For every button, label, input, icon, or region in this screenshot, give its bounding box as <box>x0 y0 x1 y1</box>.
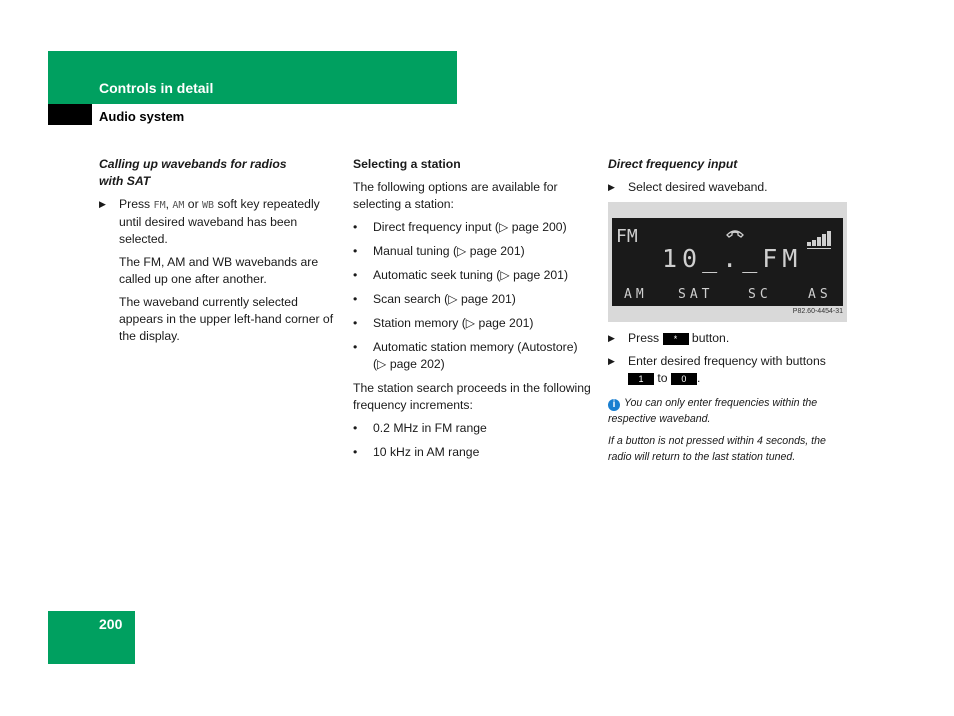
step-text: or <box>184 197 203 211</box>
star-button-icon: * <box>663 333 689 345</box>
list-item: • Manual tuning (▷ page 201) <box>353 244 525 258</box>
list-item: • 10 kHz in AM range <box>353 445 480 459</box>
softkey-as[interactable]: AS <box>808 287 832 302</box>
button-0-icon: 0 <box>671 373 697 385</box>
display-band: FM <box>616 226 638 247</box>
list-item: • Automatic station memory (Autostore) (▷ page 202) <box>353 340 578 371</box>
wb-softkey-label: WB <box>202 200 215 211</box>
softkey-am[interactable]: AM <box>624 287 648 302</box>
radio-display-screen <box>612 218 843 306</box>
direct-frequency-heading: Direct frequency input <box>608 157 738 171</box>
step-text: . <box>696 371 701 385</box>
body-paragraph: The station search proceeds in the following frequency increments: <box>353 381 591 412</box>
wavebands-heading <box>99 156 335 190</box>
instruction-step <box>608 179 848 196</box>
list-item-text: Station memory (▷ page 201) <box>373 316 534 330</box>
info-icon: i <box>608 399 620 411</box>
info-note: If a button is not pressed within 4 seconds, the radio will return to the last station tuned. <box>608 435 826 463</box>
step-arrow-icon: ▶ <box>608 182 615 192</box>
step-text: to <box>654 371 671 385</box>
note-text: You can only enter frequencies within the respective waveband. <box>608 397 818 425</box>
list-item-text: Direct frequency input (▷ page 200) <box>373 220 567 234</box>
display-frequency: 10_._FM <box>662 244 803 273</box>
step-arrow-icon: ▶ <box>608 333 615 343</box>
am-softkey-label: AM <box>172 200 185 211</box>
step-text: button. <box>688 331 730 345</box>
instruction-step <box>99 196 335 248</box>
radio-display-figure <box>608 202 847 322</box>
list-item: • Scan search (▷ page 201) <box>353 292 516 306</box>
body-paragraph: The waveband currently selected appears in the upper left-hand corner of the display. <box>119 295 334 343</box>
section-title: Controls in detail <box>99 80 214 96</box>
heading-line-1: Calling up wavebands for radios <box>99 157 287 171</box>
body-paragraph: The following options are available for selecting a station: <box>353 180 558 211</box>
section-subtitle: Audio system <box>99 109 185 124</box>
column-wavebands <box>99 156 335 351</box>
heading-line-2: with SAT <box>99 174 151 188</box>
section-marker <box>48 104 92 125</box>
step-arrow-icon: ▶ <box>608 356 615 366</box>
list-item-text: 0.2 MHz in FM range <box>373 421 487 435</box>
list-item: • Automatic seek tuning (▷ page 201) <box>353 268 569 282</box>
instruction-step <box>608 353 848 387</box>
instruction-step <box>608 330 848 347</box>
list-item-text: Manual tuning (▷ page 201) <box>373 244 525 258</box>
softkey-sc[interactable]: SC <box>748 287 772 302</box>
selecting-station-heading: Selecting a station <box>353 157 461 171</box>
softkey-sat[interactable]: SAT <box>678 287 714 302</box>
list-item-text: Scan search (▷ page 201) <box>373 292 516 306</box>
list-item-text: Automatic seek tuning (▷ page 201) <box>373 268 569 282</box>
step-text: Press <box>628 331 663 345</box>
step-text: , <box>165 197 173 211</box>
header-bar <box>48 51 457 104</box>
signal-strength-icon <box>807 228 837 250</box>
list-item-text: 10 kHz in AM range <box>373 445 480 459</box>
step-text: Enter desired frequency with buttons <box>628 354 826 368</box>
list-item: • Station memory (▷ page 201) <box>353 316 534 330</box>
column-direct-frequency <box>608 156 848 471</box>
list-item: • 0.2 MHz in FM range <box>353 421 487 435</box>
button-1-icon: 1 <box>628 373 654 385</box>
list-item: • Direct frequency input (▷ page 200) <box>353 220 567 234</box>
step-arrow-icon: ▶ <box>99 199 106 209</box>
step-text: Select desired waveband. <box>628 180 768 194</box>
column-selecting-station <box>353 156 593 468</box>
page-number: 200 <box>99 616 123 632</box>
phone-icon <box>724 226 746 240</box>
figure-code: P82.60-4454-31 <box>792 308 843 315</box>
body-paragraph: The FM, AM and WB wavebands are called up one after another. <box>119 255 319 286</box>
step-text: Press <box>119 197 154 211</box>
step-text: soft key repeatedly until desired waveband has been selected. <box>119 197 320 246</box>
fm-softkey-label: FM <box>153 200 166 211</box>
info-note <box>608 395 848 427</box>
list-item-text: Automatic station memory (Autostore) (▷ page 202) <box>373 340 578 371</box>
